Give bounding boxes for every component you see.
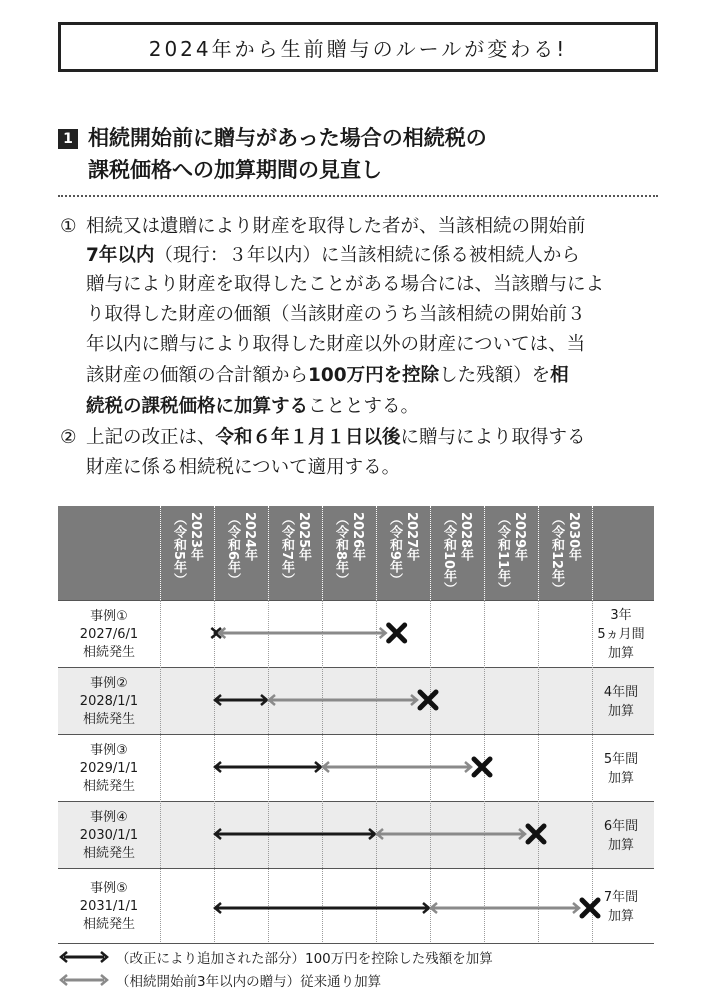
year-col-2024: （令和6年） 2024年	[225, 512, 257, 587]
case-label: 事例② 2028/1/1 相続発生	[79, 675, 139, 727]
legend-new	[58, 947, 493, 967]
year-col-2023: （令和5年） 2023年	[171, 512, 203, 587]
case-result: 5年間 加算	[603, 751, 639, 786]
case-label: 事例① 2027/6/1 相続発生	[79, 608, 139, 660]
year-col-2029: （令和11年） 2029年	[495, 512, 527, 596]
year-col-2027: （令和9年） 2027年	[387, 512, 419, 587]
para2-line1: 上記の改正は、令和６年１月１日以後に贈与により取得する	[86, 427, 586, 448]
para2-line2: 財産に係る相続税について適用する。	[86, 457, 401, 478]
para2-marker: ②	[60, 427, 77, 448]
timeline-table	[58, 506, 654, 944]
legend-new-arrow-icon	[58, 951, 110, 963]
legend-old	[58, 970, 381, 990]
para1-line6: 該財産の価額の合計額から100万円を控除した残額）を相	[86, 365, 569, 386]
para1-line4: り取得した財産の価額（当該財産のうち当該相続の開始前３	[86, 304, 586, 325]
case-result: 6年間 加算	[603, 818, 639, 853]
case-result: 4年間 加算	[603, 684, 639, 719]
legend-new-label: （改正により追加された部分）100万円を控除した残額を加算	[116, 951, 493, 967]
para1-line7: 続税の課税価格に加算することとする。	[86, 396, 420, 417]
table-bottom-line	[58, 943, 654, 944]
year-col-2025: （令和7年） 2025年	[279, 512, 311, 587]
case-label: 事例⑤ 2031/1/1 相続発生	[79, 881, 139, 932]
year-col-2028: （令和10年） 2028年	[441, 512, 473, 596]
section-heading-line1: 相続開始前に贈与があった場合の相続税の	[88, 126, 487, 150]
section-number-badge: 1	[58, 129, 78, 149]
section-divider	[58, 195, 658, 197]
para1-line3: 贈与により財産を取得したことがある場合には、当該贈与によ	[86, 274, 605, 295]
case-result: 7年間 加算	[603, 890, 639, 924]
page-title: 2024年から生前贈与のルールが変わる!	[148, 36, 568, 61]
para1-line1: 相続又は遺贈により財産を取得した者が、当該相続の開始前	[86, 216, 586, 237]
section-heading-line2: 課税価格への加算期間の見直し	[88, 158, 382, 182]
para1-line2: 7年以内（現行：３年以内）に当該相続に係る被相続人から	[86, 245, 580, 266]
legend-old-arrow-icon	[58, 974, 110, 986]
year-col-2026: （令和8年） 2026年	[333, 512, 365, 587]
para1-line5: 年以内に贈与により取得した財産以外の財産については、当	[86, 334, 586, 355]
case-label: 事例③ 2029/1/1 相続発生	[79, 742, 139, 794]
para1-marker: ①	[60, 216, 77, 237]
timeline-arrows	[58, 506, 654, 944]
case-result: 3年 5ヵ月間 加算	[597, 608, 645, 661]
page-title-box	[58, 22, 658, 72]
legend-old-label: （相続開始前3年以内の贈与）従来通り加算	[116, 974, 382, 990]
year-col-2030: （令和12年） 2030年	[549, 512, 581, 596]
case-label: 事例④ 2030/1/1 相続発生	[79, 809, 139, 861]
